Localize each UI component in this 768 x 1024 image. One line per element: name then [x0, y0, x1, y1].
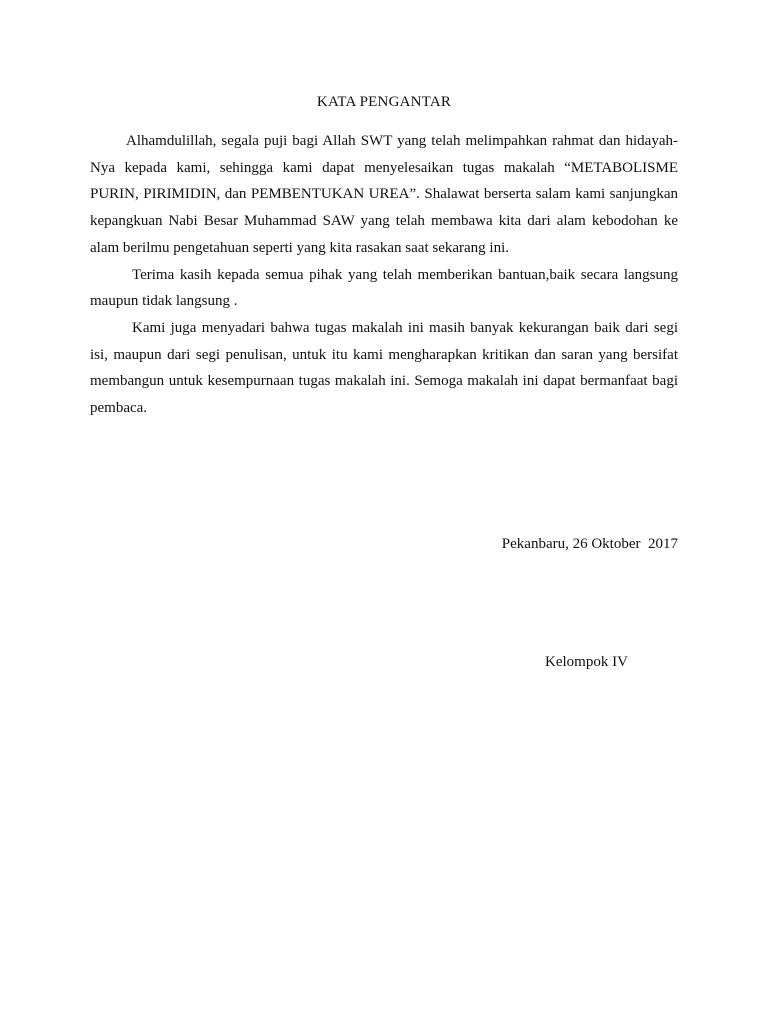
place-date: Pekanbaru, 26 Oktober 2017	[501, 536, 678, 552]
page-title: KATA PENGANTAR	[316, 94, 452, 110]
paragraph-thanks: Terima kasih kepada semua pihak yang telah memberikan bantuan,baik secara langsung maupun tidak langsung .	[90, 266, 678, 310]
body-text	[90, 128, 678, 422]
paragraph-intro: Alhamdulillah, segala puji bagi Allah SWT yang telah melimpahkan rahmat dan hidayah-Nya kepada kami, sehingga kami dapat menyelesaikan tugas makalah “METABOLISME PURIN, PIRIMIDIN, dan PEMBENTUKAN UREA”. Shalawat berserta salam kami sanjungkan kepangkuan Nabi Besar Muhammad SAW yang telah membawa kita dari alam kebodohan ke alam berilmu pengetahuan seperti yang kita rasakan saat sekarang ini.	[90, 133, 678, 256]
paragraph-closing: Kami juga menyadari bahwa tugas makalah ini masih banyak kekurangan baik dari segi isi, maupun dari segi penulisan, untuk itu kami mengharapkan kritikan dan saran yang bersifat membangun untuk kesempurnaan tugas makalah ini. Semoga makalah ini dapat bermanfaat bagi pembaca.	[90, 319, 678, 417]
signatory: Kelompok IV	[545, 654, 628, 670]
